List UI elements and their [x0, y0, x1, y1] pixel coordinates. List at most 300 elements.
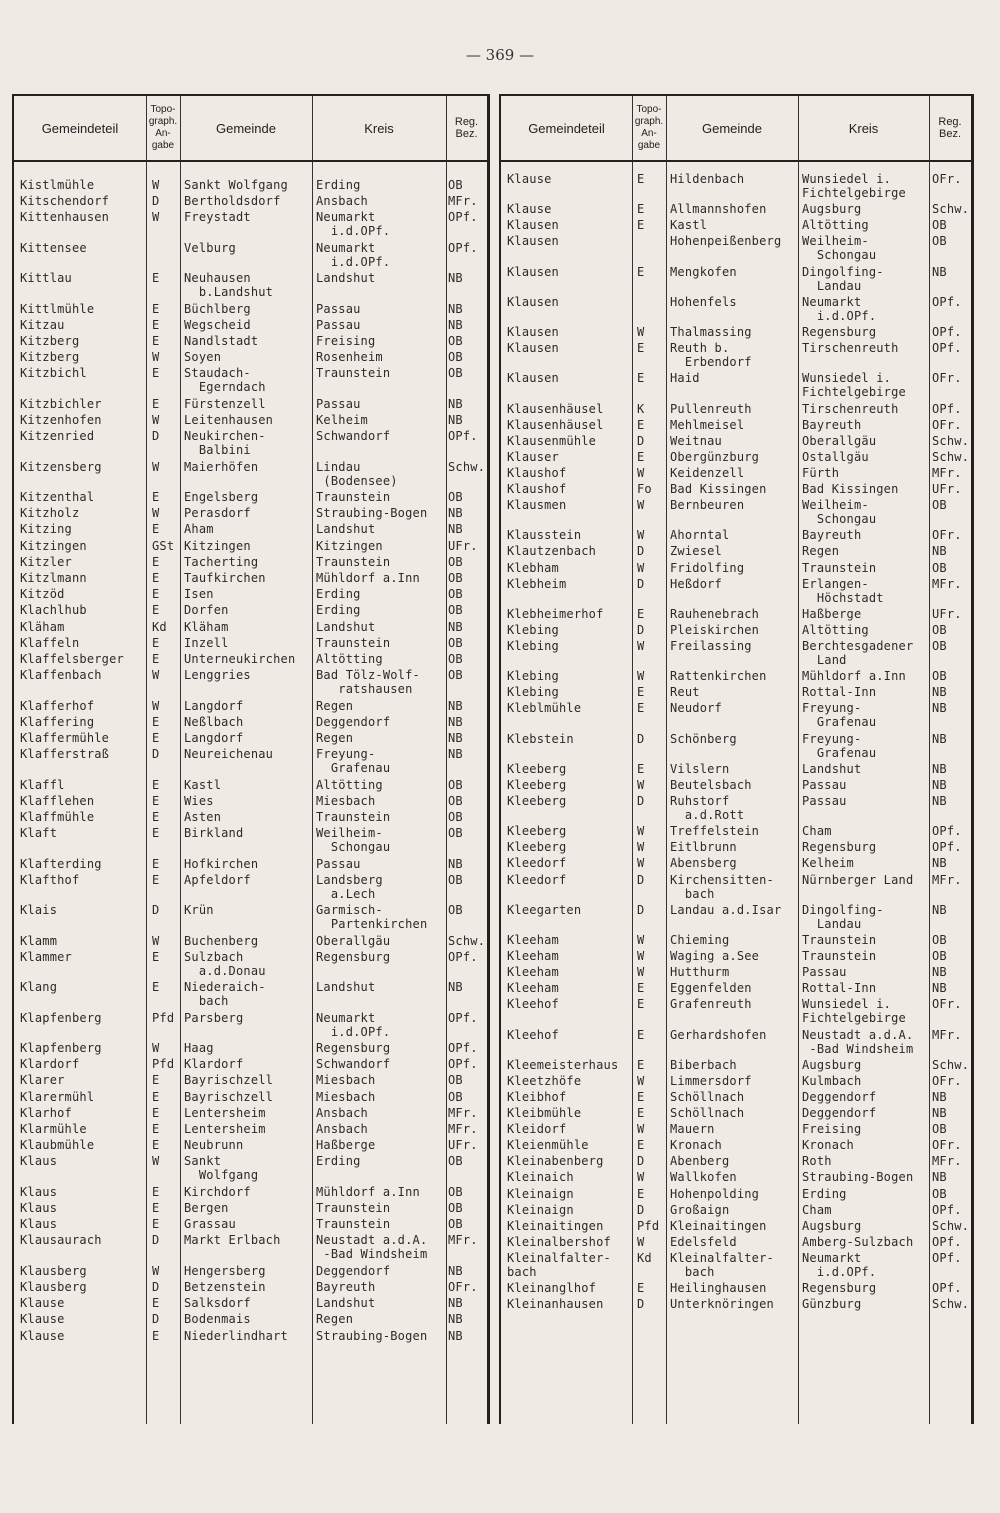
cell-kreis: Deggendorf: [802, 1089, 877, 1104]
cell-kreis: Neumarkt i.d.OPf.: [316, 1010, 391, 1039]
cell-reg: OPf.: [448, 1041, 478, 1055]
cell-kreis: Altötting: [802, 218, 869, 233]
cell-kreis: Haßberge: [802, 606, 862, 621]
cell-gemeinde: Dorfen: [184, 603, 229, 618]
cell-kreis: Traunstein: [316, 366, 391, 381]
cell-topo: D: [637, 1202, 645, 1217]
cell-gemeindeteil: Klause: [507, 172, 552, 186]
cell-gemeindeteil: Klais: [20, 903, 58, 918]
cell-gemeindeteil: Klausen: [507, 371, 559, 386]
cell-kreis: Bad Kissingen: [802, 482, 899, 496]
cell-gemeinde: Wies: [184, 793, 214, 808]
cell-reg: OPf.: [448, 1010, 478, 1025]
cell-reg: OB: [448, 903, 463, 918]
cell-topo: W: [152, 1041, 160, 1055]
cell-topo: E: [152, 490, 160, 504]
cell-gemeinde: Mauern: [670, 1122, 715, 1137]
cell-gemeindeteil: Kleblmühle: [507, 701, 582, 716]
cell-gemeindeteil: Kittlau: [20, 271, 72, 286]
cell-reg: OB: [448, 603, 463, 618]
cell-reg: OPf.: [932, 294, 962, 309]
cell-reg: OB: [448, 1217, 463, 1232]
cell-kreis: Traunstein: [316, 554, 391, 569]
cell-topo: W: [152, 210, 160, 225]
cell-topo: E: [152, 777, 160, 792]
cell-topo: E: [152, 301, 160, 316]
cell-kreis: Erlangen- Höchstadt: [802, 576, 884, 605]
cell-reg: OB: [448, 872, 463, 887]
cell-topo: W: [637, 528, 645, 543]
cell-kreis: Wunsiedel i. Fichtelgebirge: [802, 172, 906, 200]
cell-gemeinde: Heßdorf: [670, 576, 722, 591]
cell-gemeinde: Hofkirchen: [184, 856, 259, 871]
cell-gemeindeteil: Klausen: [507, 218, 559, 233]
cell-gemeindeteil: Kleeham: [507, 965, 559, 980]
cell-gemeindeteil: Klausen: [507, 294, 559, 309]
cell-topo: D: [152, 1233, 160, 1248]
cell-reg: NB: [932, 856, 947, 871]
cell-gemeinde: Waging a.See: [670, 949, 760, 963]
cell-gemeindeteil: Klafthof: [20, 872, 80, 887]
cell-gemeindeteil: Klebing: [507, 669, 559, 684]
cell-topo: W: [637, 498, 645, 513]
cell-gemeinde: Fürstenzell: [184, 396, 266, 411]
cell-gemeinde: Kitzingen: [184, 538, 251, 553]
cell-reg: OPf.: [448, 240, 478, 255]
cell-gemeinde: Bad Kissingen: [670, 482, 767, 496]
cell-reg: OB: [448, 334, 463, 348]
cell-topo: E: [637, 606, 645, 621]
cell-gemeindeteil: Klause: [507, 202, 552, 217]
cell-gemeinde: Parsberg: [184, 1010, 244, 1025]
cell-kreis: Erding: [316, 587, 361, 602]
cell-topo: E: [637, 264, 645, 279]
cell-kreis: Berchtesgadener Land: [802, 639, 914, 667]
cell-gemeindeteil: Kitzenthal: [20, 490, 95, 504]
cell-topo: E: [152, 522, 160, 537]
cell-gemeinde: Fridolfing: [670, 560, 745, 575]
cell-gemeinde: Kronach: [670, 1138, 722, 1153]
left-table: [12, 94, 490, 1424]
cell-gemeinde: Keidenzell: [670, 465, 745, 480]
cell-gemeinde: Eggenfelden: [670, 981, 752, 996]
cell-reg: Schw.: [932, 1057, 970, 1072]
cell-gemeindeteil: Klebstein: [507, 731, 574, 746]
cell-gemeinde: Velburg: [184, 240, 236, 255]
cell-gemeinde: Reut: [670, 685, 700, 700]
cell-gemeindeteil: Kleehof: [507, 997, 559, 1012]
cell-kreis: Garmisch- Partenkirchen: [316, 903, 428, 932]
cell-topo: E: [637, 172, 645, 186]
cell-topo: E: [637, 371, 645, 386]
cell-kreis: Traunstein: [316, 810, 391, 824]
cell-gemeinde: Treffelstein: [670, 824, 760, 839]
column-divider: [971, 96, 974, 1424]
cell-gemeindeteil: Kleinaich: [507, 1170, 574, 1185]
cell-reg: OFr.: [932, 371, 962, 386]
cell-topo: E: [637, 1106, 645, 1120]
cell-gemeindeteil: Kitzau: [20, 317, 65, 332]
cell-kreis: Freising: [316, 334, 376, 348]
cell-gemeinde: Mengkofen: [670, 264, 737, 279]
cell-gemeinde: Reuth b. Erbendorf: [670, 341, 752, 370]
cell-reg: Schw.: [932, 449, 970, 464]
cell-gemeinde: Buchenberg: [184, 933, 259, 948]
cell-gemeinde: Neuhausen b.Landshut: [184, 271, 274, 300]
cell-kreis: Traunstein: [316, 490, 391, 504]
cell-kreis: Mühldorf a.Inn: [802, 669, 906, 684]
cell-kreis: Tirschenreuth: [802, 341, 899, 356]
cell-gemeindeteil: Kleinanhausen: [507, 1297, 604, 1312]
cell-gemeindeteil: Kleeham: [507, 932, 559, 947]
cell-kreis: Deggendorf: [802, 1106, 877, 1120]
header-gemeinde: Gemeinde: [702, 120, 762, 136]
cell-gemeindeteil: Klarmühle: [20, 1122, 87, 1136]
cell-topo: E: [637, 1281, 645, 1296]
cell-reg: OB: [448, 554, 463, 569]
cell-reg: NB: [932, 761, 947, 776]
cell-reg: OB: [932, 932, 947, 947]
cell-kreis: Landshut: [316, 271, 376, 286]
cell-topo: W: [637, 1122, 645, 1137]
cell-reg: OPf.: [932, 325, 962, 339]
cell-topo: D: [637, 1297, 645, 1312]
cell-topo: E: [152, 396, 160, 411]
cell-gemeinde: Großaign: [670, 1202, 730, 1217]
cell-kreis: Regen: [316, 1312, 354, 1327]
cell-reg: NB: [448, 731, 463, 745]
cell-gemeindeteil: Kleegarten: [507, 902, 582, 917]
cell-kreis: Ansbach: [316, 194, 368, 209]
cell-gemeindeteil: Klapfenberg: [20, 1041, 102, 1055]
cell-gemeinde: Hengersberg: [184, 1263, 266, 1278]
cell-gemeindeteil: Klaubmühle: [20, 1138, 95, 1153]
cell-gemeindeteil: Klafterding: [20, 856, 102, 871]
cell-gemeindeteil: Kleeberg: [507, 777, 567, 792]
cell-kreis: Freyung- Grafenau: [316, 747, 391, 776]
cell-reg: NB: [448, 1312, 463, 1327]
cell-reg: OB: [932, 218, 947, 233]
cell-gemeinde: Grafenreuth: [670, 997, 752, 1012]
cell-topo: E: [152, 334, 160, 348]
cell-reg: OPf.: [932, 840, 962, 855]
cell-kreis: Rottal-Inn: [802, 981, 877, 996]
cell-kreis: Regen: [802, 544, 840, 559]
page-number: — 369 —: [465, 46, 535, 64]
cell-reg: NB: [448, 1296, 463, 1311]
cell-gemeinde: Langdorf: [184, 731, 244, 745]
cell-kreis: Regensburg: [316, 949, 391, 964]
cell-reg: OPf.: [932, 341, 962, 356]
cell-topo: D: [637, 544, 645, 559]
cell-reg: NB: [448, 714, 463, 729]
cell-kreis: Dingolfing- Landau: [802, 902, 884, 931]
cell-kreis: Passau: [316, 396, 361, 411]
cell-reg: Schw.: [932, 1218, 970, 1233]
cell-gemeinde: Grassau: [184, 1217, 236, 1232]
cell-topo: E: [637, 685, 645, 700]
cell-reg: Schw.: [932, 1297, 970, 1312]
cell-kreis: Ansbach: [316, 1105, 368, 1120]
cell-kreis: Augsburg: [802, 1057, 862, 1072]
cell-kreis: Oberallgäu: [316, 933, 391, 948]
cell-topo: D: [152, 194, 160, 209]
cell-topo: E: [637, 1138, 645, 1153]
cell-gemeindeteil: Klachlhub: [20, 603, 87, 618]
cell-reg: OPf.: [448, 949, 478, 964]
header-kreis: Kreis: [848, 120, 879, 136]
cell-topo: E: [152, 980, 160, 995]
column-divider: [929, 96, 930, 1424]
cell-reg: OB: [932, 639, 947, 653]
cell-gemeindeteil: Kleinaign: [507, 1186, 574, 1201]
cell-topo: W: [637, 325, 645, 339]
cell-reg: OB: [448, 777, 463, 792]
cell-gemeinde: Bodenmais: [184, 1312, 251, 1327]
header-gemeindeteil: Gemeindeteil: [528, 120, 605, 136]
cell-reg: NB: [932, 902, 947, 917]
cell-reg: OB: [932, 1122, 947, 1137]
cell-kreis: Cham: [802, 1202, 832, 1217]
cell-kreis: Kelheim: [802, 856, 854, 871]
cell-topo: E: [152, 271, 160, 286]
cell-gemeinde: Tacherting: [184, 554, 259, 569]
cell-kreis: Regensburg: [802, 1281, 877, 1296]
cell-kreis: Günzburg: [802, 1297, 862, 1312]
cell-kreis: Landshut: [316, 522, 376, 537]
cell-gemeindeteil: Klafferhof: [20, 698, 95, 713]
cell-kreis: Kulmbach: [802, 1073, 862, 1088]
cell-kreis: Passau: [316, 317, 361, 332]
cell-kreis: Passau: [316, 301, 361, 316]
cell-gemeinde: Aham: [184, 522, 214, 537]
cell-gemeindeteil: Klaffenbach: [20, 668, 102, 683]
cell-reg: OFr.: [932, 997, 962, 1012]
cell-reg: OB: [448, 793, 463, 808]
cell-gemeindeteil: Kitzbichler: [20, 396, 102, 411]
cell-reg: OB: [932, 560, 947, 575]
cell-gemeinde: Rauhenebrach: [670, 606, 760, 621]
cell-topo: E: [152, 652, 160, 666]
column-divider: [146, 96, 147, 1424]
cell-reg: OB: [448, 178, 463, 192]
cell-gemeindeteil: Kitzensberg: [20, 459, 102, 474]
cell-reg: OB: [448, 587, 463, 602]
cell-topo: D: [152, 1312, 160, 1327]
cell-gemeinde: Freystadt: [184, 210, 251, 225]
cell-gemeindeteil: Klausstein: [507, 528, 582, 543]
cell-kreis: Freyung- Grafenau: [802, 731, 877, 760]
cell-kreis: Neumarkt i.d.OPf.: [316, 210, 391, 239]
cell-reg: MFr.: [932, 1154, 962, 1169]
cell-gemeindeteil: Kitzöd: [20, 587, 65, 602]
cell-gemeindeteil: Klause: [20, 1328, 65, 1343]
cell-topo: E: [152, 1296, 160, 1311]
cell-topo: E: [152, 1217, 160, 1232]
cell-kreis: Weilheim- Schongau: [802, 498, 877, 527]
cell-topo: E: [637, 761, 645, 776]
cell-gemeinde: Zwiesel: [670, 544, 722, 559]
cell-gemeindeteil: Klaffermühle: [20, 731, 110, 745]
cell-gemeinde: Inzell: [184, 635, 229, 650]
header-reg: Reg. Bez.: [938, 116, 962, 140]
column-divider: [632, 96, 633, 1424]
cell-gemeinde: Neureichenau: [184, 747, 274, 762]
cell-gemeinde: Weitnau: [670, 433, 722, 448]
cell-topo: W: [637, 560, 645, 575]
cell-reg: NB: [448, 1263, 463, 1278]
cell-topo: E: [637, 1186, 645, 1201]
cell-topo: D: [637, 731, 645, 746]
cell-topo: E: [152, 571, 160, 585]
cell-gemeindeteil: Kleinalfalter- bach: [507, 1250, 611, 1279]
cell-gemeinde: Kirchdorf: [184, 1184, 251, 1199]
cell-kreis: Miesbach: [316, 793, 376, 808]
cell-kreis: Traunstein: [802, 949, 877, 963]
cell-reg: OB: [448, 571, 463, 585]
cell-topo: D: [637, 794, 645, 808]
cell-reg: OFr.: [932, 172, 962, 186]
cell-gemeindeteil: Kleeberg: [507, 794, 567, 808]
cell-reg: MFr.: [932, 465, 962, 480]
cell-reg: OPf.: [448, 1057, 478, 1072]
cell-gemeinde: Neukirchen- Balbini: [184, 429, 266, 458]
cell-reg: NB: [448, 698, 463, 713]
cell-reg: NB: [448, 980, 463, 995]
cell-topo: D: [637, 902, 645, 917]
cell-gemeinde: Kirchensitten- bach: [670, 872, 774, 901]
cell-gemeinde: Lentersheim: [184, 1105, 266, 1120]
cell-kreis: Dingolfing- Landau: [802, 264, 884, 293]
cell-reg: NB: [448, 856, 463, 871]
cell-kreis: Neumarkt i.d.OPf.: [316, 240, 391, 269]
cell-kreis: Traunstein: [802, 932, 877, 947]
cell-kreis: Neustadt a.d.A. -Bad Windsheim: [802, 1027, 914, 1056]
cell-topo: W: [152, 459, 160, 474]
cell-topo: E: [152, 949, 160, 964]
cell-gemeindeteil: Kitzberg: [20, 350, 80, 365]
cell-reg: NB: [932, 731, 947, 746]
cell-kreis: Bayreuth: [802, 417, 862, 432]
cell-topo: W: [152, 668, 160, 683]
header-gemeinde: Gemeinde: [216, 120, 276, 136]
cell-gemeinde: Neudorf: [670, 701, 722, 716]
cell-topo: W: [152, 698, 160, 713]
cell-kreis: Wunsiedel i. Fichtelgebirge: [802, 997, 906, 1026]
cell-gemeinde: Edelsfeld: [670, 1234, 737, 1249]
cell-topo: E: [152, 856, 160, 871]
cell-gemeindeteil: Klausenhäusel: [507, 401, 604, 416]
cell-topo: E: [152, 872, 160, 887]
cell-reg: MFr.: [448, 1105, 478, 1120]
cell-topo: E: [152, 1073, 160, 1088]
cell-kreis: Passau: [802, 777, 847, 792]
header-reg: Reg. Bez.: [454, 116, 479, 140]
cell-reg: OPf.: [448, 210, 478, 225]
cell-topo: W: [152, 933, 160, 948]
cell-topo: E: [637, 449, 645, 464]
cell-topo: E: [637, 701, 645, 716]
cell-gemeinde: Sankt Wolfgang: [184, 1154, 259, 1183]
cell-kreis: Landshut: [802, 761, 862, 776]
cell-topo: Pfd: [152, 1010, 175, 1025]
cell-reg: OFr.: [932, 1138, 962, 1153]
cell-topo: Pfd: [152, 1057, 175, 1072]
cell-topo: D: [152, 747, 160, 762]
cell-gemeinde: Kastl: [670, 218, 708, 233]
cell-gemeindeteil: Kleinabenberg: [507, 1154, 604, 1169]
cell-gemeinde: Rattenkirchen: [670, 669, 767, 684]
cell-gemeindeteil: Klaus: [20, 1154, 58, 1169]
cell-topo: D: [637, 576, 645, 591]
cell-reg: OPf.: [932, 824, 962, 839]
cell-kreis: Straubing-Bogen: [316, 506, 428, 521]
cell-kreis: Passau: [802, 794, 847, 808]
cell-gemeinde: Bayrischzell: [184, 1073, 274, 1088]
cell-topo: D: [637, 1154, 645, 1169]
header-topo: Topo- graph. An- gabe: [634, 104, 664, 151]
cell-topo: D: [152, 903, 160, 918]
cell-gemeindeteil: Kleienmühle: [507, 1138, 589, 1153]
cell-gemeinde: Neßlbach: [184, 714, 244, 729]
cell-gemeindeteil: Klarer: [20, 1073, 65, 1088]
cell-gemeinde: Heilinghausen: [670, 1281, 767, 1296]
header-rule: [14, 160, 490, 162]
cell-topo: W: [637, 669, 645, 684]
cell-reg: MFr.: [448, 1233, 478, 1248]
cell-reg: UFr.: [932, 482, 962, 496]
cell-reg: NB: [932, 685, 947, 700]
cell-kreis: Rosenheim: [316, 350, 383, 365]
cell-gemeinde: Klardorf: [184, 1057, 244, 1072]
column-divider: [666, 96, 667, 1424]
cell-gemeindeteil: Klausen: [507, 264, 559, 279]
cell-kreis: Traunstein: [316, 635, 391, 650]
cell-gemeinde: Abensberg: [670, 856, 737, 871]
cell-reg: NB: [448, 396, 463, 411]
cell-gemeindeteil: Kittensee: [20, 240, 87, 255]
cell-gemeinde: Freilassing: [670, 639, 752, 653]
cell-gemeindeteil: Klausenmühle: [507, 433, 597, 448]
column-divider: [798, 96, 799, 1424]
cell-kreis: Erding: [316, 178, 361, 192]
column-divider: [446, 96, 447, 1424]
cell-topo: D: [637, 872, 645, 887]
cell-topo: W: [637, 1073, 645, 1088]
cell-gemeindeteil: Klarhof: [20, 1105, 72, 1120]
cell-topo: E: [637, 202, 645, 217]
cell-reg: NB: [448, 522, 463, 537]
cell-kreis: Oberallgäu: [802, 433, 877, 448]
cell-gemeindeteil: Kläham: [20, 619, 65, 634]
header-kreis: Kreis: [364, 120, 394, 136]
cell-gemeinde: Unterneukirchen: [184, 652, 296, 666]
cell-gemeinde: Kastl: [184, 777, 222, 792]
cell-gemeinde: Niederlindhart: [184, 1328, 288, 1343]
cell-reg: NB: [448, 1328, 463, 1343]
cell-reg: NB: [448, 747, 463, 762]
cell-reg: OB: [448, 635, 463, 650]
cell-reg: MFr.: [448, 1122, 478, 1136]
cell-reg: NB: [932, 965, 947, 980]
cell-gemeinde: Leitenhausen: [184, 413, 274, 427]
cell-kreis: Straubing-Bogen: [316, 1328, 428, 1343]
cell-gemeindeteil: Kleinaitingen: [507, 1218, 604, 1233]
cell-kreis: Schwandorf: [316, 1057, 391, 1072]
cell-gemeinde: Kleinaitingen: [670, 1218, 767, 1233]
cell-gemeindeteil: Kleedorf: [507, 856, 567, 871]
cell-gemeinde: Maierhöfen: [184, 459, 259, 474]
